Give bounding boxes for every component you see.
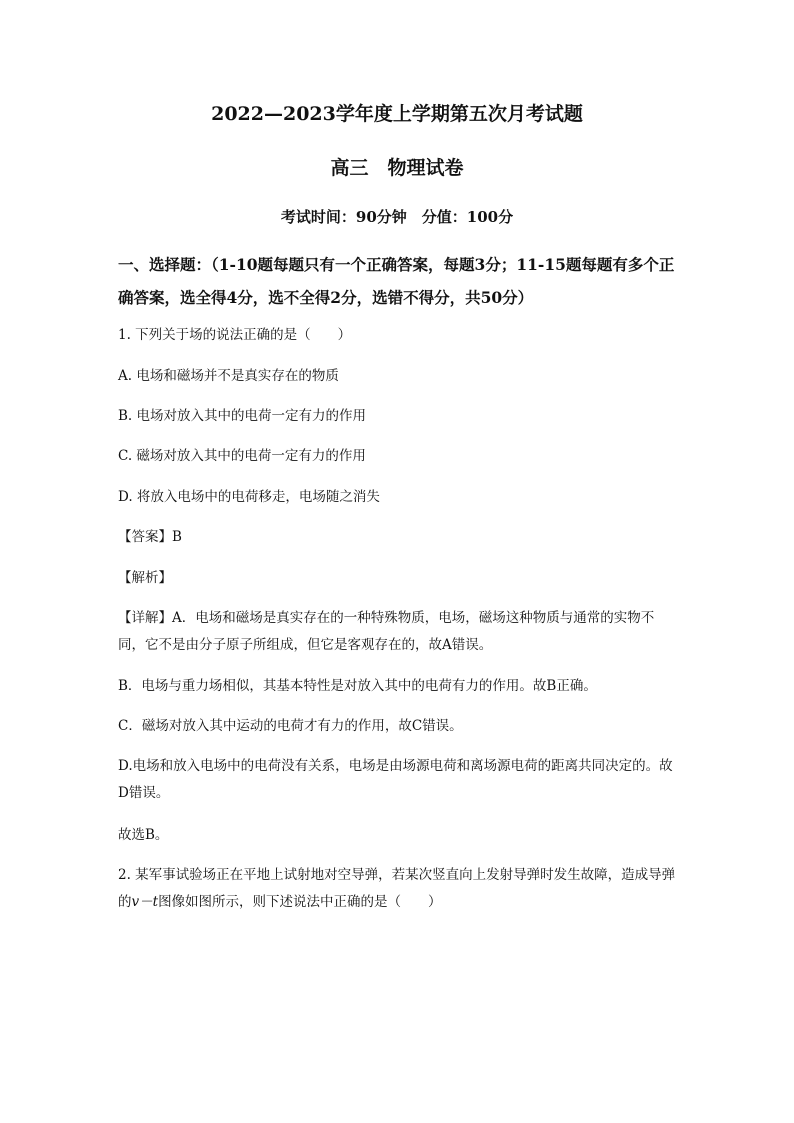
- exam-subtitle: 高三 物理试卷: [330, 157, 464, 179]
- question-1-conclusion: 故选B。: [118, 827, 169, 843]
- exam-title: 2022—2023学年度上学期第五次月考试题: [211, 103, 583, 125]
- question-1-analysis-label: 【解析】: [118, 570, 172, 586]
- question-1-option-b: B. 电场对放入其中的电荷一定有力的作用: [118, 408, 367, 424]
- question-1-explanation-c: C．磁场对放入其中运动的电荷才有力的作用，故C错误。: [118, 718, 463, 734]
- question-2-stem: [118, 862, 678, 916]
- question-1-option-a: A. 电场和磁场并不是真实存在的物质: [118, 368, 339, 384]
- question-1-answer: 【答案】B: [118, 529, 182, 545]
- question-1-option-d: D. 将放入电场中的电荷移走，电场随之消失: [118, 489, 380, 505]
- question-1-option-c: C. 磁场对放入其中的电荷一定有力的作用: [118, 448, 366, 464]
- question-1-explanation-a: 【详解】A．电场和磁场是真实存在的一种特殊物质，电场，磁场这种物质与通常的实物不同，它不是由分子原子所组成，但它是客观存在的，故A错误。: [118, 610, 655, 653]
- question-1-explanation-b: B．电场与重力场相似，其基本特性是对放入其中的电荷有力的作用。故B正确。: [118, 678, 597, 694]
- question-2-stem-part1: 2. 某军事试验场正在平地上试射地对空导弹，若某次竖直向上发射导弹时发生故障，造成导弹的: [118, 867, 676, 910]
- question-1-explanation-d: D.电场和放入电场中的电荷没有关系，电场是由场源电荷和离场源电荷的距离共同决定的。故D错误。: [118, 758, 673, 801]
- section-heading: 一、选择题：（1-10题每题只有一个正确答案，每题3分；11-15题每题有多个正确答案，选全得4分，选不全得2分，选错不得分，共50分）: [118, 255, 675, 307]
- exam-info: 考试时间：90分钟 分值：100分: [280, 208, 514, 226]
- vt-graph-label: v－t: [131, 894, 159, 910]
- question-1-stem: 1. 下列关于场的说法正确的是（ ）: [118, 327, 352, 343]
- question-2-stem-part2: 图像如图所示，则下述说法中正确的是（ ）: [158, 894, 442, 910]
